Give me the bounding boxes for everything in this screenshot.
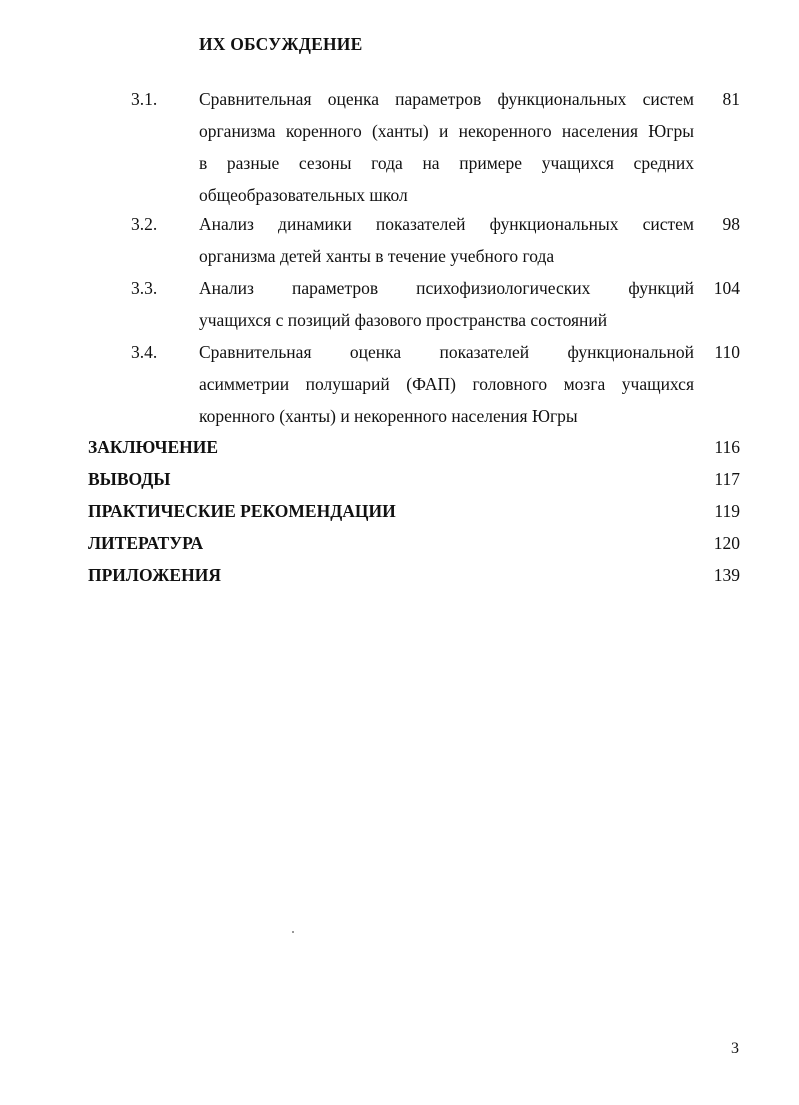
title-line: организма коренного (ханты) и некоренного населения Югры (199, 121, 694, 141)
subsection-title (199, 272, 694, 336)
subsection-number: 3.2. (131, 214, 158, 234)
subsection-number: 3.3. (131, 278, 158, 298)
subsection-page-number: 110 (714, 342, 740, 362)
subsection-number: 3.4. (131, 342, 158, 362)
page-folio-number: 3 (731, 1040, 739, 1057)
toc-entry-label: ЗАКЛЮЧЕНИЕ (88, 437, 219, 457)
toc-entry-conclusion (88, 431, 740, 463)
toc-entry-appendices (88, 559, 740, 591)
toc-entry-page-number: 119 (714, 501, 740, 521)
section-heading-continued: ИХ ОБСУЖДЕНИЕ (199, 34, 363, 54)
toc-entry-label: ЛИТЕРАТУРА (88, 533, 204, 553)
title-line: Сравнительная оценка параметров функциональных систем (199, 89, 694, 109)
toc-entry-recommendations (88, 495, 740, 527)
title-line: асимметрии полушарий (ФАП) головного мозга учащихся (199, 374, 694, 394)
title-line: Анализ динамики показателей функциональных систем (199, 214, 694, 234)
title-line: Анализ параметров психофизиологических функций (199, 278, 694, 298)
toc-entry-page-number: 120 (713, 533, 740, 553)
toc-entry-page-number: 117 (714, 469, 740, 489)
toc-entry-label: ПРАКТИЧЕСКИЕ РЕКОМЕНДАЦИИ (88, 501, 396, 521)
toc-entry-page-number: 139 (713, 565, 740, 585)
toc-entry-findings (88, 463, 740, 495)
subsection-number: 3.1. (131, 89, 158, 109)
toc-entry-literature (88, 527, 740, 559)
subsection-page-number: 98 (722, 214, 740, 234)
title-line: в разные сезоны года на примере учащихся средних (199, 153, 694, 173)
title-line: организма детей ханты в течение учебного года (199, 246, 555, 266)
title-line: Сравнительная оценка показателей функциональной (199, 342, 694, 362)
toc-entry-label: ПРИЛОЖЕНИЯ (88, 565, 221, 585)
title-line: учащихся с позиций фазового пространства состояний (199, 310, 608, 330)
subsection-title (199, 208, 694, 272)
subsection-title (199, 83, 694, 211)
subsection-page-number: 104 (713, 278, 740, 298)
toc-entry-page-number: 116 (714, 437, 740, 457)
subsection-title (199, 336, 694, 432)
title-line: общеобразовательных школ (199, 185, 408, 205)
subsection-page-number: 81 (722, 89, 740, 109)
scan-speck (292, 931, 294, 933)
toc-entry-label: ВЫВОДЫ (88, 469, 171, 489)
title-line: коренного (ханты) и некоренного населения Югры (199, 406, 578, 426)
